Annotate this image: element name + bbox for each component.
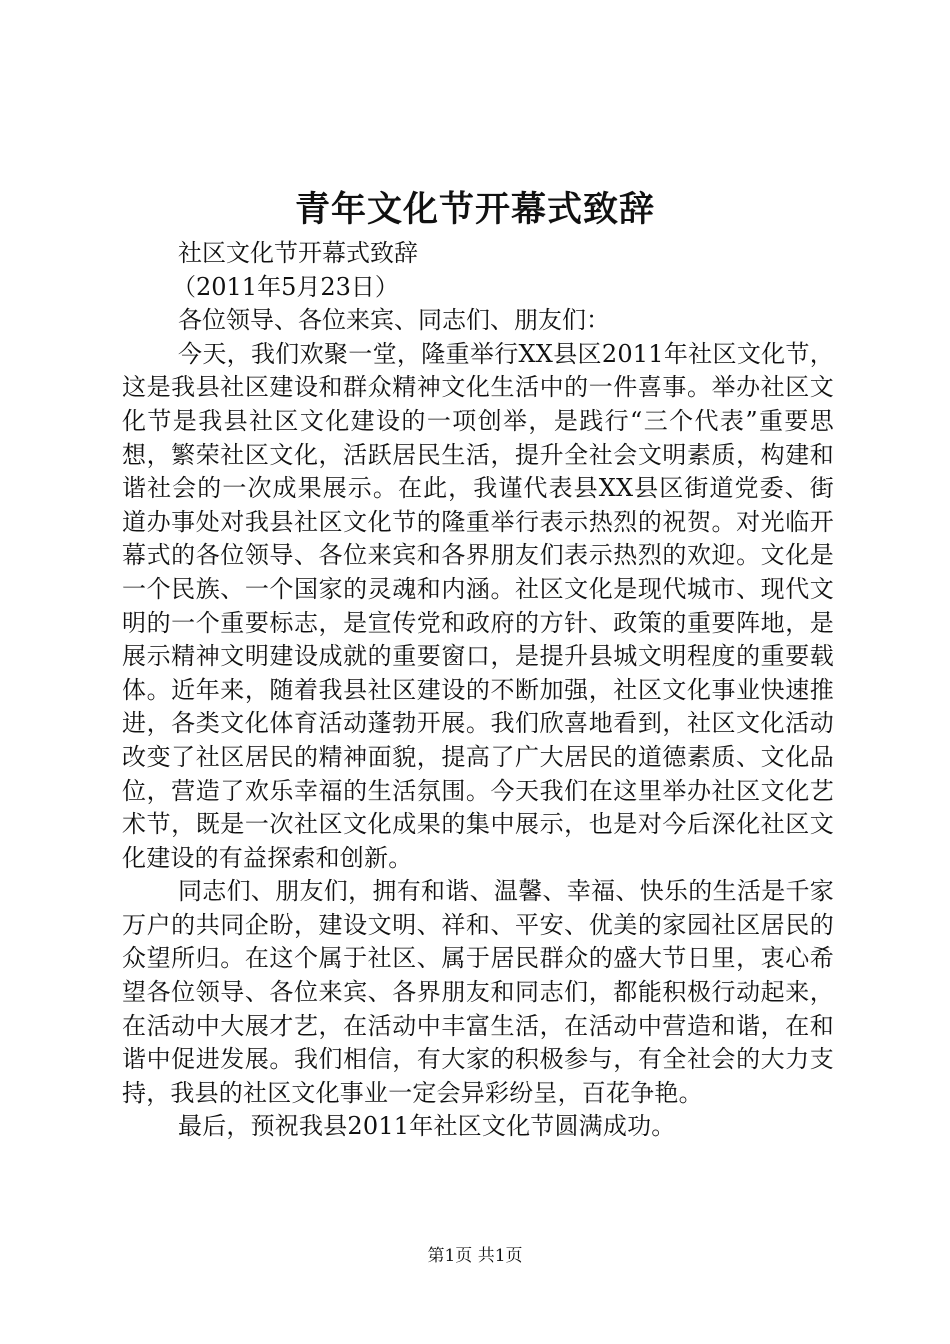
document-body xyxy=(122,237,834,1144)
paragraph-appeal: 同志们、朋友们，拥有和谐、温馨、幸福、快乐的生活是千家万户的共同企盼，建设文明、祥和、平安、优美的家园社区居民的众望所归。在这个属于社区、属于居民群众的盛大节日里，衷心希望各位领导、各位来宾、各界朋友和同志们，都能积极行动起来，在活动中大展才艺，在活动中丰富生活，在活动中营造和谐，在和谐中促进发展。我们相信，有大家的积极参与，有全社会的大力支持，我县的社区文化事业一定会异彩纷呈，百花争艳。 xyxy=(122,877,834,1107)
paragraph-opening: 今天，我们欢聚一堂，隆重举行XX县区2011年社区文化节，这是我县社区建设和群众精神文化生活中的一件喜事。举办社区文化节是我县社区文化建设的一项创举，是践行“三个代表”重要思想，繁荣社区文化，活跃居民生活，提升全社会文明素质，构建和谐社会的一次成果展示。在此，我谨代表县XX县区街道党委、街道办事处对我县社区文化节的隆重举行表示热烈的祝贺。对光临开幕式的各位领导、各位来宾和各界朋友们表示热烈的欢迎。文化是一个民族、一个国家的灵魂和内涵。社区文化是现代城市、现代文明的一个重要标志，是宣传党和政府的方针、政策的重要阵地，是展示精神文明建设成就的重要窗口，是提升县城文明程度的重要载体。近年来，随着我县社区建设的不断加强，社区文化事业快速推进，各类文化体育活动蓬勃开展。我们欣喜地看到，社区文化活动改变了社区居民的精神面貌，提高了广大居民的道德素质、文化品位，营造了欢乐幸福的生活氛围。今天我们在这里举办社区文化艺术节，既是一次社区文化成果的集中展示，也是对今后深化社区文化建设的有益探索和创新。 xyxy=(122,339,834,872)
date-line: （2011年5月23日） xyxy=(172,272,399,301)
document-title: 青年文化节开幕式致辞 xyxy=(294,189,655,230)
subtitle-line: 社区文化节开幕式致辞 xyxy=(178,239,418,267)
salutation-line: 各位领导、各位来宾、同志们、朋友们： xyxy=(178,306,610,335)
page-number-footer: 第1页 共1页 xyxy=(427,1246,523,1266)
paragraph-closing: 最后，预祝我县2011年社区文化节圆满成功。 xyxy=(178,1112,676,1141)
